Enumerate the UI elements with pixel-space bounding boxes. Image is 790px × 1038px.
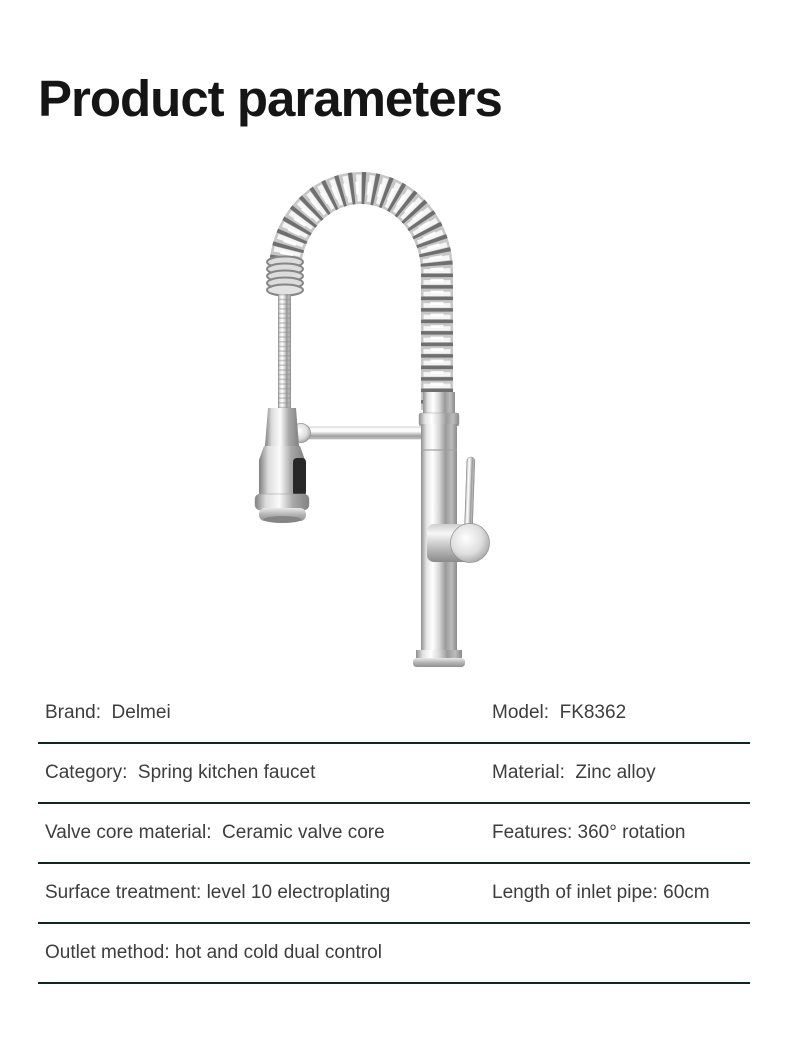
faucet-spring-coil <box>285 188 437 410</box>
handle-lever <box>464 457 475 531</box>
param-category: Category: Spring kitchen faucet <box>45 762 316 783</box>
faucet-coil-end-wrap <box>267 257 303 296</box>
param-model: Model: FK8362 <box>492 702 627 723</box>
table-row <box>38 864 750 924</box>
param-inlet-pipe-length: Length of inlet pipe: 60cm <box>492 882 710 903</box>
param-features: Features: 360° rotation <box>492 822 686 843</box>
param-outlet-method: Outlet method: hot and cold dual control <box>45 942 382 963</box>
table-row <box>38 804 750 864</box>
faucet-support-bar <box>292 424 431 443</box>
param-surface-treatment: Surface treatment: level 10 electroplating <box>45 882 391 903</box>
table-row <box>38 924 750 984</box>
handle-knob <box>451 524 490 563</box>
param-brand: Brand: Delmei <box>45 702 171 723</box>
table-row <box>38 744 750 804</box>
product-image <box>240 158 500 678</box>
param-valve-core: Valve core material: Ceramic valve core <box>45 822 385 843</box>
parameters-table <box>38 684 750 984</box>
faucet-base <box>413 658 465 667</box>
param-material: Material: Zinc alloy <box>492 762 656 783</box>
faucet-pulldown-hose <box>278 294 291 412</box>
faucet-base-ring <box>416 650 462 659</box>
faucet-image <box>240 158 500 678</box>
page-title: Product parameters <box>38 70 502 127</box>
table-row <box>38 684 750 744</box>
sprayer-clip <box>293 458 306 496</box>
